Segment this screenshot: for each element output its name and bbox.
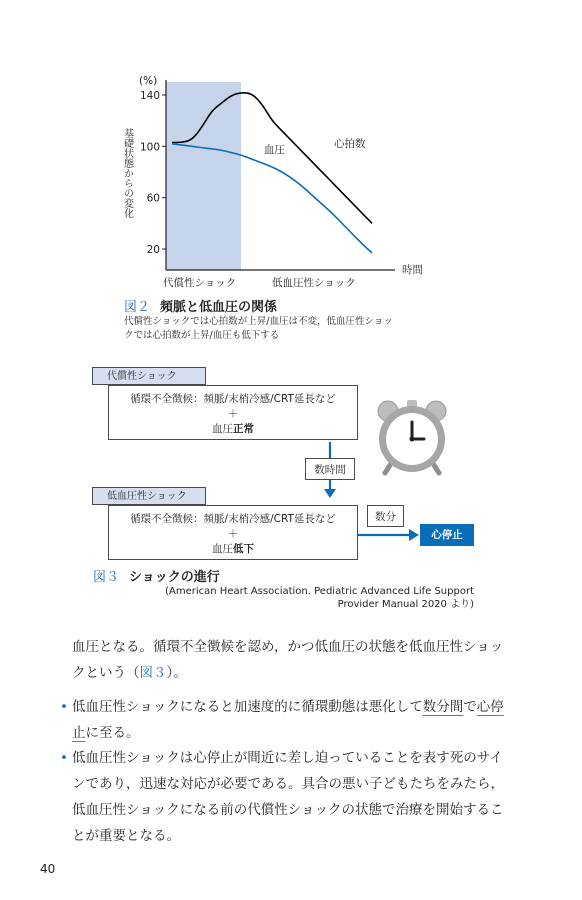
text-line (60, 694, 530, 720)
box-plus: ＋ (227, 408, 239, 420)
figure-3-source (104, 585, 474, 611)
compensated-shock-box (108, 385, 358, 440)
right-arrow-icon (358, 528, 420, 542)
text-line: とが重要となる。 (72, 828, 180, 844)
bullet-icon: • (60, 750, 68, 766)
text-line (60, 745, 530, 771)
compensated-shock-shaded-region (166, 82, 241, 270)
page-number: 40 (40, 862, 56, 876)
figure-3-number: 図３ (93, 570, 120, 585)
heart-rate-label: 心拍数 (334, 138, 366, 150)
figure-reference: 図３ (139, 665, 167, 681)
figure-2-number: 図２ (124, 300, 151, 315)
figure-2-chart (0, 0, 582, 300)
text-line: 低血圧性ショックになる前の代償性ショックの状態で治療を開始するこ (72, 802, 504, 818)
figure-2-caption (124, 315, 444, 343)
text-span: ）。 (166, 665, 187, 681)
source-line: Provider Manual 2020 より) (337, 599, 474, 610)
x-region-label-compensated: 代償性ショック (163, 277, 237, 289)
underlined-text: 心停 (476, 699, 504, 715)
blood-pressure-label: 血圧 (264, 144, 285, 156)
figure-2-heading (124, 296, 277, 315)
y-axis-title: 基礎状態からの変化 (121, 128, 133, 218)
figure-3-heading (93, 566, 220, 585)
source-line: (American Heart Association. Pediatric Advanced Life Support (165, 586, 474, 597)
text-span: 低血圧性ショックは心停止が間近に差し迫っていることを表す死のサイ (72, 750, 503, 766)
bp-status-normal: 正常 (233, 423, 254, 435)
underlined-text: 数分間 (422, 699, 464, 715)
y-tick-label: 60 (146, 192, 160, 205)
bullet-item-2 (60, 745, 530, 849)
box-plus: ＋ (227, 528, 239, 540)
box-sign-line: 循環不全徴候：頻脈/末梢冷感/CRT延長など (130, 513, 336, 525)
box-sign-line: 循環不全徴候：頻脈/末梢冷感/CRT延長など (130, 393, 336, 405)
hypotensive-shock-tag: 低血圧性ショック (92, 487, 206, 505)
bullet-icon: • (60, 699, 68, 715)
text-line: ンであり，迅速な対応が必要である。具合の悪い子どもたちをみたら， (72, 776, 504, 792)
y-unit-label: (%) (139, 75, 158, 87)
x-region-label-hypotensive: 低血圧性ショック (272, 277, 356, 289)
text-span: クという（ (72, 665, 140, 681)
y-tick-label: 20 (146, 244, 160, 256)
x-axis-title: 時間 (402, 264, 423, 276)
box-bp-line (109, 542, 357, 557)
text-line (60, 720, 530, 746)
text-line (72, 660, 522, 686)
figure-2-caption-line: 代償性ショックでは心拍数が上昇/血圧は不変，低血圧性ショッ (124, 316, 393, 327)
text-span: に至る。 (85, 725, 140, 741)
text-span: で (463, 699, 477, 715)
bullet-item-1 (60, 694, 530, 746)
bp-prefix: 血圧 (212, 423, 233, 435)
cardiac-arrest-box: 心停止 (420, 524, 474, 546)
figure-2-caption-line: クでは心拍数が上昇/血圧も低下する (124, 330, 280, 341)
figure-3-title: ショックの進行 (129, 570, 220, 585)
bp-prefix: 血圧 (212, 543, 233, 555)
bp-status-low: 低下 (233, 543, 254, 555)
y-tick-label: 100 (139, 141, 160, 154)
minutes-label-box: 数分 (367, 505, 404, 527)
hours-label-box: 数時間 (305, 458, 355, 480)
alarm-clock-icon (374, 398, 450, 476)
text-line: 血圧となる。循環不全徴候を認め，かつ低血圧の状態を低血圧性ショッ (72, 639, 504, 655)
y-tick-label: 140 (139, 90, 160, 102)
figure-2-title: 頻脈と低血圧の関係 (160, 300, 278, 315)
text-span: 低血圧性ショックになると加速度的に循環動態は悪化して (72, 699, 423, 715)
hypotensive-shock-box (108, 505, 358, 560)
compensated-shock-tag: 代償性ショック (92, 367, 206, 385)
underlined-text: 止 (72, 725, 86, 741)
box-bp-line (109, 422, 357, 437)
body-paragraph (72, 634, 522, 686)
